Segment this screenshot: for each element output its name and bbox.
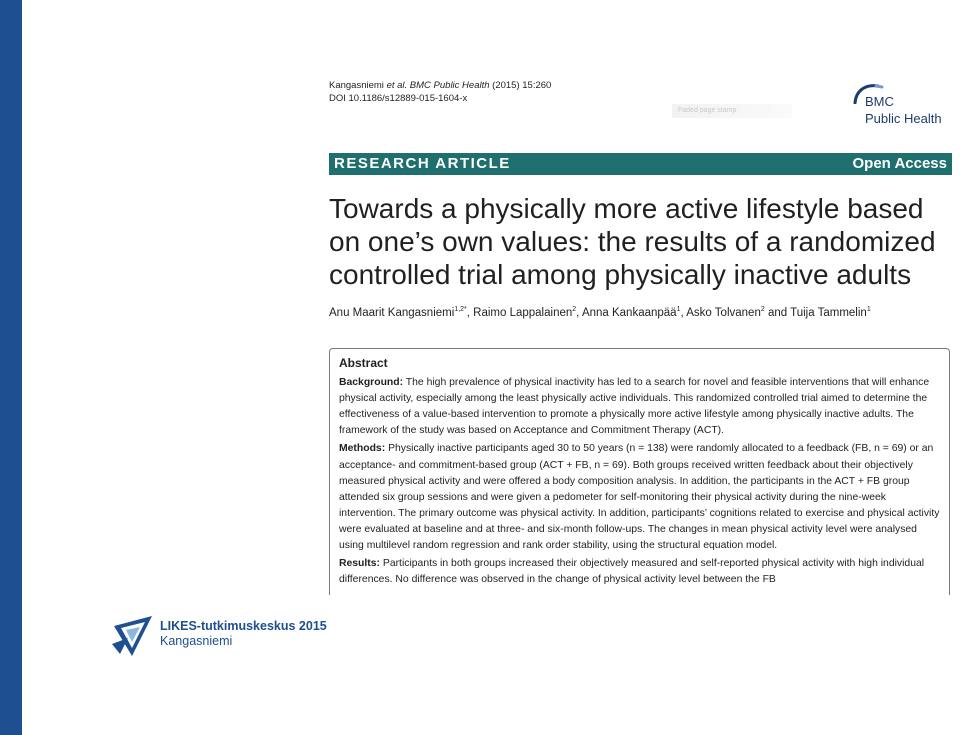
citation-block: [329, 79, 551, 105]
left-accent-bar: [0, 0, 22, 735]
author-separator: ,: [466, 306, 474, 319]
citation-doi[interactable]: DOI 10.1186/s12889-015-1604-x: [329, 93, 468, 104]
article-type-bar: [329, 153, 952, 175]
author-separator: ,: [576, 306, 582, 319]
author-separator: ,: [680, 306, 687, 319]
results-text: Participants in both groups increased their objectively measured and self-reported physical activity with high individual differences. No difference was observed in the change of physical activity level between the FB: [339, 558, 925, 586]
background-label: Background:: [339, 377, 404, 389]
footer-organization: LIKES-tutkimuskeskus 2015: [160, 619, 327, 633]
likes-logo-icon: [112, 614, 154, 658]
author-name[interactable]: Tuija Tammelin: [790, 306, 867, 319]
logo-line-1: BMC: [865, 94, 894, 109]
logo-line-2: Public Health: [865, 111, 942, 126]
author-separator: and: [764, 306, 791, 319]
abstract-methods: [339, 441, 940, 554]
author-name[interactable]: Raimo Lappalainen: [473, 306, 573, 319]
abstract-results: [339, 556, 940, 588]
abstract-heading: Abstract: [339, 356, 388, 370]
author-list: [329, 302, 952, 321]
author-affiliation-marker: 2: [572, 306, 577, 313]
author-name[interactable]: Anna Kankaanpää: [581, 306, 677, 319]
citation-year-volume: (2015) 15:260: [489, 80, 552, 91]
author-affiliation-marker: 1,2*: [454, 306, 467, 313]
citation-authors: Kangasniemi: [329, 80, 387, 91]
results-label: Results:: [339, 558, 380, 570]
methods-label: Methods:: [339, 443, 386, 455]
footer-author: Kangasniemi: [160, 634, 233, 648]
background-text: The high prevalence of physical inactivity has led to a search for novel and feasible interventions that will enhance physical activity, especially among the least physically active individuals. This randomized controlled trial aimed to determine the effectiveness of a value-based intervention to promote a physically more active lifestyle among physically inactive adults. The framework of the study was based on Acceptance and Commitment Therapy (ACT).: [339, 377, 930, 437]
author-affiliation-marker: 1: [676, 306, 681, 313]
author-affiliation-marker: 1: [866, 306, 871, 313]
abstract-background: [339, 375, 940, 439]
citation-journal: et al. BMC Public Health: [386, 80, 490, 91]
abstract-box: [329, 348, 950, 595]
article-title: Towards a physically more active lifestyle based on one’s own values: the results of a randomized controlled trial among physically inactive adults: [329, 193, 936, 290]
citation-line: [329, 79, 551, 92]
open-access-label: Open Access: [852, 155, 947, 172]
author-affiliation-marker: 2: [760, 306, 765, 313]
bmc-public-health-logo: [852, 82, 956, 130]
methods-text: Physically inactive participants aged 30 to 50 years (n = 138) were randomly allocated to a feedback (FB, n = 69) or an acceptance- and commitment-based group (ACT + FB, n = 69). Both groups received written feedback about their objectively measured physical activity and were offered a body composition analysis. In addition, the participants in the ACT + FB group attended six group sessions and were given a pedometer for self-monitoring their physical activity during the nine-week intervention. The primary outcome was physical activity. In addition, participants’ cognitions related to exercise and physical activity were evaluated at baseline and at three- and six-month follow-ups. The changes in mean physical activity level were analysed using multilevel random regression and rank order stability, using the structural equation model.: [339, 443, 940, 552]
faded-stamp: Faded page stamp: [672, 104, 792, 118]
article-type-label: RESEARCH ARTICLE: [334, 155, 511, 172]
author-name[interactable]: Anu Maarit Kangasniemi: [329, 306, 455, 319]
author-name[interactable]: Asko Tolvanen: [686, 306, 761, 319]
